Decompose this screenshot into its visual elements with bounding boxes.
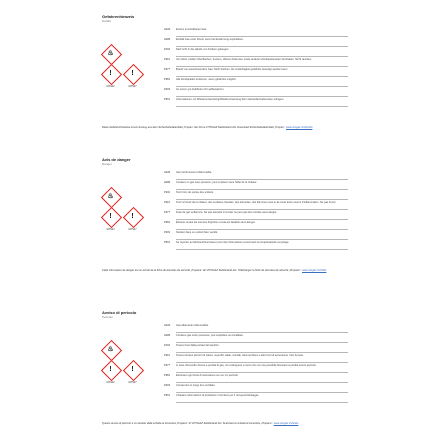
statement-code: P102 [164,48,171,51]
statement-row [164,87,348,97]
statement-row [164,97,348,107]
hazard-statements [164,27,348,107]
flammable-icon: ♨ [102,188,119,205]
statement-code: P102 [164,344,171,347]
statement-text: Von Hitze, heißen Oberflächen, Funken, offenen Flammen sowie anderen Zündquellenarten fernhalten. Nicht rauchen. [176,57,348,67]
statement-code: H280 [164,38,171,41]
statement-row [164,240,348,250]
statement-row [164,57,348,67]
block-title: Gefahrenhinweis [102,14,135,19]
pictogram-code: GHS07 [128,85,137,88]
statement-text: Tenir à l'écart de la chaleur, des surfaces chaudes, des étincelles, des flammes nues et de toute autre source d'inflammation. Ne pas fumer. [176,200,348,210]
statement-text: Contiene gas sotto pressione; può esplodere se riscaldato. [176,333,348,343]
statement-text: In caso d'incendio dovuto a perdita di gas, non estinguere a meno che non sia possibile bloccare la perdita senza pericolo. [176,363,348,373]
statement-row [164,37,348,47]
statement-text: An einem gut belüfteten Ort aufbewahren. [176,87,348,97]
block-footer [102,422,348,426]
pictogram-code: GHS07 [128,381,137,384]
statement-code: P403 [164,231,171,234]
statement-row [164,373,348,383]
statement-row [164,323,348,333]
block-title: Avis de danger [102,157,131,162]
hazard-block-french [102,157,348,276]
statement-text: Conservare in luogo ben ventilato. [176,383,348,393]
statement-code: P381 [164,78,171,81]
flammable-icon: ♨ [102,341,119,358]
statement-code: P403 [164,88,171,91]
statement-row [164,220,348,230]
statement-code: P210 [164,201,171,204]
pictogram-code: GHS02 [106,381,115,384]
statement-row [164,77,348,87]
footer-text: Cette information de danger est un extrait de la fiche de données de sécurité „Propane“ de VITOGAZ Switzerland AG. Télécharger la fiche de données de sécurité „Propane“: [102,269,302,272]
statement-row [164,27,348,37]
statement-row [164,333,348,343]
statement-text: Tenere fuori dalla portata dei bambini. [176,343,348,353]
statement-text: Darf nicht in die Hände von Kindern gelangen. [176,47,348,57]
block-subtitle: Gefahr [102,19,112,23]
pictogram-code: GHS02 [106,228,115,231]
block-footer [102,269,348,273]
statement-row [164,67,348,77]
statement-text: Contient un gaz sous pression; peut exploser sous l'effet de la chaleur. [176,180,348,190]
statement-code: P102 [164,191,171,194]
statement-row [164,47,348,57]
exclamation-mark-icon: ! [124,361,141,378]
statement-code: P501 [164,241,171,244]
pictogram-code: GHS02 [106,85,115,88]
exclamation-mark-icon: ! [102,208,119,225]
block-title: Avviso di pericolo [102,310,137,315]
block-subtitle: Pericolo [102,315,113,319]
exclamation-mark-icon: ! [102,65,119,82]
statement-row [164,353,348,363]
footer-text: Questo avviso di pericolo è un estratto dalla scheda di sicurezza „Propano“ di VITOGAZ Switzerland AG. Scaricare la scheda di sicurezza „Propano“: [102,422,273,425]
statement-row [164,363,348,373]
statement-code: P501 [164,394,171,397]
statement-row [164,180,348,190]
flammable-icon: ♨ [102,45,119,62]
statement-text: Extrem entzündbares Gas. [176,27,348,37]
statement-code: H280 [164,334,171,337]
statement-row [164,343,348,353]
statement-text: Chiedere informazioni al produttore o fornitore per il recupero/riciclaggio. [176,393,348,403]
exclamation-mark-icon: ! [124,208,141,225]
statement-code: P403 [164,384,171,387]
statement-code: P381 [164,221,171,224]
statement-code: H280 [164,181,171,184]
footer-text: Diese Gefahrenhinweise ist ein Auszug aus dem Sicherheitsdatenblatt „Propan“ der Firma VITOGAZ Switzerland AG. Download Sicherheitsdatenblatt „Propan“: [102,126,286,129]
statement-text: Brand von ausströmendem Gas: Nicht löschen, bis Undichtigkeit gefahrlos beseitigt werden kann. [176,67,348,77]
statement-text: Stocker dans un endroit bien ventilé. [176,230,348,240]
statement-code: P377 [164,211,171,214]
statement-text: Éliminer toutes les sources d'ignition si cela est faisable sans danger. [176,220,348,230]
statement-code: P501 [164,98,171,101]
statement-text: Informationen zur Wiederverwendung/Wiederverwertung beim Hersteller/Lieferanten erfragen. [176,97,348,107]
statement-row [164,383,348,393]
sds-download-link[interactable]: www.vitogaz.ch/fr/fds [302,269,327,272]
hazard-block-german [102,14,348,133]
pictogram-code: GHS07 [128,228,137,231]
statement-row [164,190,348,200]
statement-code: P210 [164,354,171,357]
statement-text: Gas altamente infiammabile. [176,323,348,333]
statement-text: Eliminare ogni fonte di accensione se non c'è pericolo. [176,373,348,383]
exclamation-mark-icon: ! [124,65,141,82]
statement-code: P377 [164,68,171,71]
statement-text: Tenir hors de portée des enfants. [176,190,348,200]
statement-code: H220 [164,28,171,31]
statement-row [164,230,348,240]
statement-code: H220 [164,324,171,327]
statement-text: Fuite de gaz enflammé: Ne pas éteindre si la fuite ne peut pas être arrêtée sans danger. [176,210,348,220]
statement-text: Enthält Gas unter Druck; kann bei Erwärmung explodieren. [176,37,348,47]
statement-row [164,170,348,180]
block-footer [102,126,348,130]
statement-text: Gaz extrêmement inflammable. [176,170,348,180]
exclamation-mark-icon: ! [102,361,119,378]
statement-code: P377 [164,364,171,367]
statement-text: Tenere lontano da fonti di calore, superfici calde, scintille, fiamme libere e altre fonti di accensione. Non fumare. [176,353,348,363]
block-subtitle: Danger [102,162,112,166]
hazard-block-italian [102,310,348,429]
statement-code: P381 [164,374,171,377]
hazard-statements [164,323,348,403]
statement-row [164,393,348,403]
sds-download-link[interactable]: www.vitogaz.ch/it/sds [273,422,299,425]
statement-code: P210 [164,58,171,61]
statement-code: H220 [164,171,171,174]
hazard-statements [164,170,348,250]
statement-row [164,210,348,220]
sds-download-link[interactable]: www.vitogaz.ch/de/sdb [286,126,313,129]
statement-row [164,200,348,210]
statement-text: Se reporter au fabricant/fournisseur pour des informations concernant la récupération/le recyclage. [176,240,348,250]
statement-text: Alle Zündquellen entfernen, wenn gefahrlos möglich. [176,77,348,87]
